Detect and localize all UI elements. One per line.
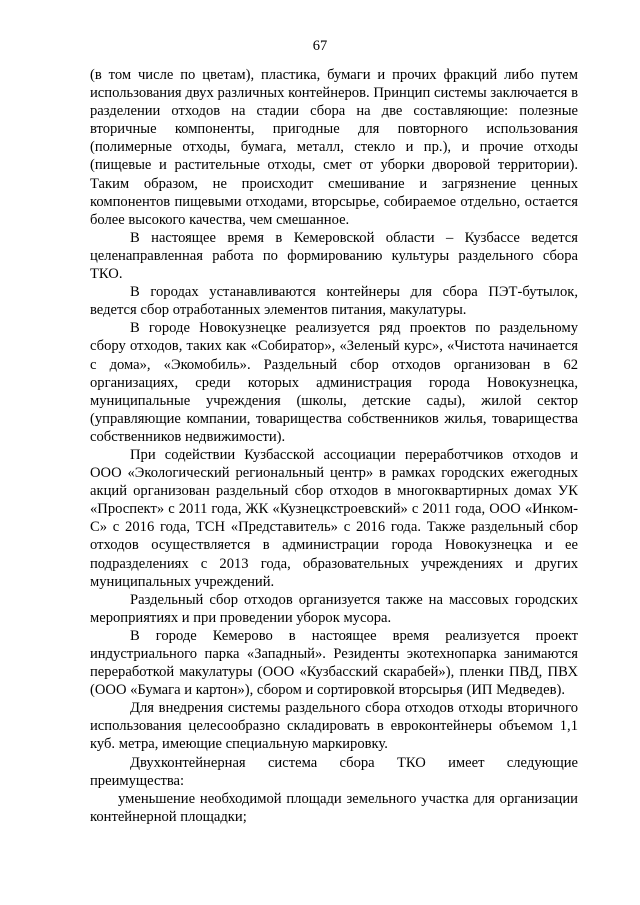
paragraph-5: При содействии Кузбасской ассоциации переработчиков отходов и ООО «Экологический региональный центр» в рамках городских ежегодных акций организован раздельный сбор отходов в многоквартирных домах УК «Проспект» с 2011 года, ЖК «Кузнецкстроевский» с 2011 года, ООО «Инком-С» с 2016 года, ТСН «Представитель» с 2016 года. Также раздельный сбор отходов осуществляется в администрации города Новокузнецка и ее подразделениях с 2013 года, образовательных учреждениях и других муниципальных учреждений. xyxy=(90,446,578,590)
paragraph-3: В городах устанавливаются контейнеры для сбора ПЭТ-бутылок, ведется сбор отработанных элементов питания, макулатуры. xyxy=(90,284,578,319)
paragraph-8: Для внедрения системы раздельного сбора отходов отходы вторичного использования целесообразно складировать в евроконтейнеры объемом 1,1 куб. метра, имеющие специальную маркировку. xyxy=(90,700,578,753)
paragraph-2: В настоящее время в Кемеровской области – Кузбассе ведется целенаправленная работа по формированию культуры раздельного сбора ТКО. xyxy=(90,229,578,283)
paragraph-1: (в том числе по цветам), пластика, бумаги и прочих фракций либо путем использования двух различных контейнеров. Принцип системы заключается в разделении отходов на стадии сбора на две составляющие: полезные вторичные компоненты, пригодные для повторного использования (полимерные отходы, бумага, металл, стекло и пр.), и прочие отходы (пищевые и растительные отходы, смет от уборки дворовой территории). Таким образом, не происходит смешивание и загрязнение ценных компонентов пищевыми отходами, вторсырье, собираемое отдельно, остается более высокого качества, чем смешанное. xyxy=(90,67,578,228)
paragraph-9: Двухконтейнерная система сбора ТКО имеет следующие преимущества: xyxy=(90,754,578,789)
paragraph-6: Раздельный сбор отходов организуется также на массовых городских мероприятиях и при проведении уборок мусора. xyxy=(90,591,578,626)
list-item-1: уменьшение необходимой площади земельного участка для организации контейнерной площадки; xyxy=(90,790,578,825)
page-number: 67 xyxy=(312,38,328,54)
paragraph-4: В городе Новокузнецке реализуется ряд проектов по раздельному сбору отходов, таких как «Собиратор», «Зеленый курс», «Чистота начинается с дома», «Экомобиль». Раздельный сбор отходов организован в 62 организациях, среди которых администрация города Новокузнецка, муниципальные учреждения (школы, детские сады), жилой сектор (управляющие компании, товарищества собственников жилья, товарищества собственников недвижимости). xyxy=(90,320,578,445)
document-body xyxy=(90,66,578,826)
paragraph-7: В городе Кемерово в настоящее время реализуется проект индустриального парка «Западный». Резиденты экотехнопарка занимаются переработкой макулатуры (ООО «Кузбасский скарабей»), пленки ПВД, ПВХ (ООО «Бумага и картон»), сбором и сортировкой вторсырья (ИП Медведев). xyxy=(90,627,578,699)
